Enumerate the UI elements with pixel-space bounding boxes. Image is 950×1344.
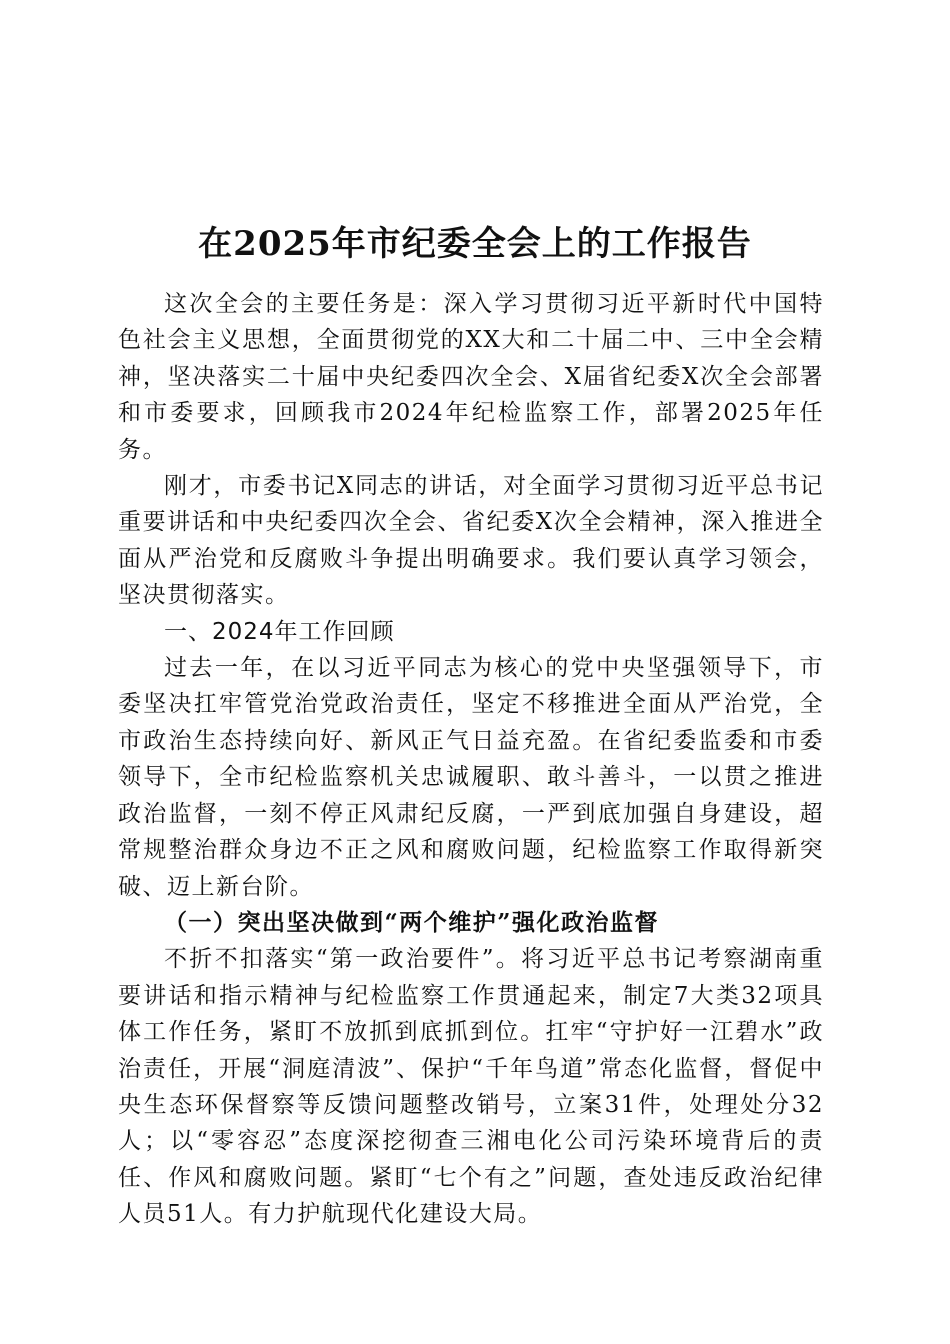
paragraph-secretary-speech: 刚才，市委书记X同志的讲话，对全面学习贯彻习近平总书记重要讲话和中央纪委四次全会、省纪委X次全会精神，深入推进全面从严治党和反腐败斗争提出明确要求。我们要认真学习领会，坚决贯彻落实。 — [118, 473, 824, 609]
paragraph-work-review: 过去一年，在以习近平同志为核心的党中央坚强领导下，市委坚决扛牢管党治党政治责任，坚定不移推进全面从严治党，全市政治生态持续向好、新风正气日益充盈。在省纪委监委和市委领导下，全市纪检监察机关忠诚履职、敢斗善斗，一以贯之推进政治监督，一刻不停正风肃纪反腐，一严到底加强自身建设，超常规整治群众身边不正之风和腐败问题，纪检监察工作取得新突破、迈上新台阶。 — [118, 655, 824, 900]
section-heading-work-review: 一、2024年工作回顾 — [164, 618, 395, 645]
subsection-heading-political-supervision: （一）突出坚决做到“两个维护”强化政治监督 — [164, 908, 659, 936]
document-title: 在2025年市纪委全会上的工作报告 — [198, 223, 752, 264]
document-body — [118, 286, 824, 1233]
paragraph-intro: 这次全会的主要任务是：深入学习贯彻习近平新时代中国特色社会主义思想，全面贯彻党的XX大和二十届二中、三中全会精神，坚决落实二十届中央纪委四次全会、X届省纪委X次全会部署和市委要求，回顾我市2024年纪检监察工作，部署2025年任务。 — [118, 291, 824, 463]
paragraph-political-supervision: 不折不扣落实“第一政治要件”。将习近平总书记考察湖南重要讲话和指示精神与纪检监察工作贯通起来，制定7大类32项具体工作任务，紧盯不放抓到底抓到位。扛牢“守护好一江碧水”政治责任，开展“洞庭清波”、保护“千年鸟道”常态化监督，督促中央生态环保督察等反馈问题整改销号，立案31件，处理处分32人；以“零容忍”态度深挖彻查三湘电化公司污染环境背后的责任、作风和腐败问题。紧盯“七个有之”问题，查处违反政治纪律人员51人。有力护航现代化建设大局。 — [118, 946, 824, 1228]
